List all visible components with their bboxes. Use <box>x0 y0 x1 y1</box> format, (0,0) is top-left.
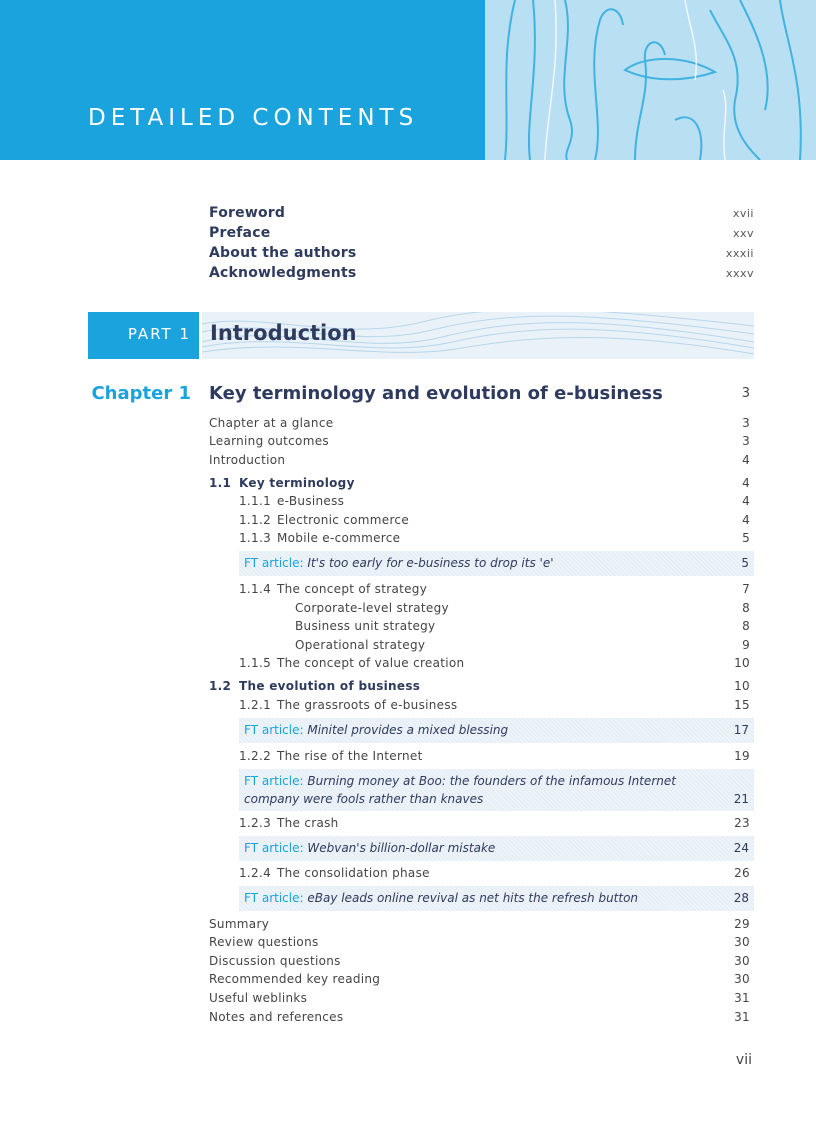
ft-article-box[interactable] <box>239 551 754 576</box>
entry-page: xxv <box>732 227 754 240</box>
toc-section[interactable] <box>209 679 750 697</box>
toc-entry-preface[interactable] <box>209 225 754 245</box>
section-number: 1.1 <box>209 476 232 490</box>
entry-title: Acknowledgments <box>209 265 357 281</box>
entry-page: 8 <box>742 619 750 633</box>
entry-title: Summary <box>209 917 270 931</box>
entry-page: xxxii <box>725 247 754 260</box>
entry-page: 30 <box>734 954 750 968</box>
entry-page: 10 <box>734 656 750 670</box>
toc-entry[interactable] <box>209 972 750 990</box>
entry-title: About the authors <box>209 245 357 261</box>
ft-article-label: FT article: <box>244 774 304 788</box>
entry-page: 24 <box>733 841 749 855</box>
toc-entry[interactable] <box>209 917 750 935</box>
entry-page: 9 <box>742 638 750 652</box>
page-number: vii <box>735 1052 752 1068</box>
section-number: 1.2.2 <box>239 749 272 763</box>
ft-article-label: FT article: <box>244 891 304 905</box>
section-number: 1.2.1 <box>239 698 272 712</box>
entry-page: 17 <box>733 723 749 737</box>
toc-entry[interactable] <box>209 954 750 972</box>
ft-article-box[interactable] <box>239 836 754 861</box>
ft-article-box[interactable] <box>239 886 754 911</box>
entry-title: Corporate-level strategy <box>295 601 449 615</box>
ft-article-box[interactable] <box>239 769 754 811</box>
section-number: 1.2.4 <box>239 866 272 880</box>
entry-page: 15 <box>734 698 750 712</box>
part-title: Introduction <box>210 321 357 345</box>
toc-subsection[interactable] <box>209 749 750 767</box>
header-illustration <box>485 0 816 160</box>
entry-page: 5 <box>741 556 749 570</box>
ft-article-label: FT article: <box>244 723 304 737</box>
entry-title: Preface <box>209 225 271 241</box>
entry-page: 4 <box>742 453 750 467</box>
part-title-banner[interactable] <box>202 312 754 359</box>
toc-subsection[interactable] <box>209 494 750 512</box>
toc-entry[interactable] <box>209 991 750 1009</box>
entry-page: 19 <box>734 749 750 763</box>
entry-title: The crash <box>277 816 339 830</box>
entry-title: The evolution of business <box>239 679 421 693</box>
entry-title: The rise of the Internet <box>277 749 423 763</box>
entry-title: Introduction <box>209 453 286 467</box>
toc-subsection[interactable] <box>209 866 750 884</box>
toc-subsection[interactable] <box>209 816 750 834</box>
entry-page: 4 <box>742 494 750 508</box>
toc-entry[interactable] <box>209 935 750 953</box>
entry-page: 30 <box>734 935 750 949</box>
section-number: 1.1.5 <box>239 656 272 670</box>
entry-page: 3 <box>742 416 750 430</box>
entry-title: The grassroots of e-business <box>277 698 458 712</box>
ft-article-title: Minitel provides a mixed blessing <box>307 723 509 737</box>
part-label-box <box>88 312 199 359</box>
chapter-title[interactable]: Key terminology and evolution of e-business <box>209 383 663 404</box>
entry-title: Key terminology <box>239 476 355 490</box>
ft-article-box[interactable] <box>239 718 754 743</box>
page-title: DETAILED CONTENTS <box>88 105 419 131</box>
ft-article-title: Webvan's billion-dollar mistake <box>307 841 496 855</box>
toc-entry[interactable] <box>209 416 750 434</box>
toc-subsection[interactable] <box>209 531 750 549</box>
entry-page: 7 <box>742 582 750 596</box>
toc-entry-foreword[interactable] <box>209 205 754 225</box>
entry-page: 21 <box>733 792 749 806</box>
entry-title: The concept of strategy <box>277 582 428 596</box>
section-number: 1.1.3 <box>239 531 272 545</box>
toc-subsubsection[interactable] <box>209 619 750 637</box>
entry-page: 5 <box>742 531 750 545</box>
toc-entry[interactable] <box>209 434 750 452</box>
entry-page: 23 <box>734 816 750 830</box>
ft-article-title: eBay leads online revival as net hits the refresh button <box>307 891 639 905</box>
section-number: 1.1.2 <box>239 513 272 527</box>
section-number: 1.2.3 <box>239 816 272 830</box>
ft-article-title-line2: company were fools rather than knaves <box>244 792 484 806</box>
entry-title: Electronic commerce <box>277 513 410 527</box>
toc-subsubsection[interactable] <box>209 638 750 656</box>
toc-subsubsection[interactable] <box>209 601 750 619</box>
part-label: PART 1 <box>127 325 191 343</box>
section-number: 1.1.4 <box>239 582 272 596</box>
toc-entry[interactable] <box>209 453 750 471</box>
ft-article-label: FT article: <box>244 556 304 570</box>
toc-subsection[interactable] <box>209 582 750 600</box>
entry-page: xxxv <box>725 267 754 280</box>
entry-title: The concept of value creation <box>277 656 465 670</box>
entry-title: Mobile e-commerce <box>277 531 401 545</box>
entry-page: 3 <box>742 434 750 448</box>
entry-page: 4 <box>742 476 750 490</box>
entry-page: 26 <box>734 866 750 880</box>
toc-subsection[interactable] <box>209 698 750 716</box>
entry-title: Notes and references <box>209 1010 344 1024</box>
entry-title: Business unit strategy <box>295 619 436 633</box>
entry-page: 4 <box>742 513 750 527</box>
page-header <box>0 0 816 160</box>
entry-page: xvii <box>732 207 754 220</box>
entry-page: 31 <box>734 991 750 1005</box>
section-number: 1.1.1 <box>239 494 272 508</box>
entry-title: Review questions <box>209 935 319 949</box>
toc-entry-about-authors[interactable] <box>209 245 754 265</box>
entry-title: Useful weblinks <box>209 991 308 1005</box>
entry-page: 8 <box>742 601 750 615</box>
ft-article-label: FT article: <box>244 841 304 855</box>
entry-title: Learning outcomes <box>209 434 329 448</box>
entry-page: 29 <box>734 917 750 931</box>
toc-subsection[interactable] <box>209 656 750 674</box>
entry-title: e-Business <box>277 494 345 508</box>
entry-page: 28 <box>733 891 749 905</box>
ft-article-title-line1: Burning money at Boo: the founders of the infamous Internet <box>307 774 676 788</box>
entry-title: Chapter at a glance <box>209 416 334 430</box>
entry-title: Foreword <box>209 205 286 221</box>
entry-title: Operational strategy <box>295 638 426 652</box>
toc-entry-acknowledgments[interactable] <box>209 265 754 285</box>
section-number: 1.2 <box>209 679 232 693</box>
entry-page: 10 <box>734 679 750 693</box>
chapter-label: Chapter 1 <box>91 383 191 404</box>
entry-page: 30 <box>734 972 750 986</box>
toc-entry[interactable] <box>209 1010 750 1028</box>
chapter-page: 3 <box>741 386 750 401</box>
toc-subsection[interactable] <box>209 513 750 531</box>
ft-article-title: It's too early for e-business to drop its 'e' <box>307 556 554 570</box>
entry-title: The consolidation phase <box>277 866 430 880</box>
entry-title: Discussion questions <box>209 954 341 968</box>
entry-page: 31 <box>734 1010 750 1024</box>
entry-title: Recommended key reading <box>209 972 381 986</box>
toc-section[interactable] <box>209 476 750 494</box>
